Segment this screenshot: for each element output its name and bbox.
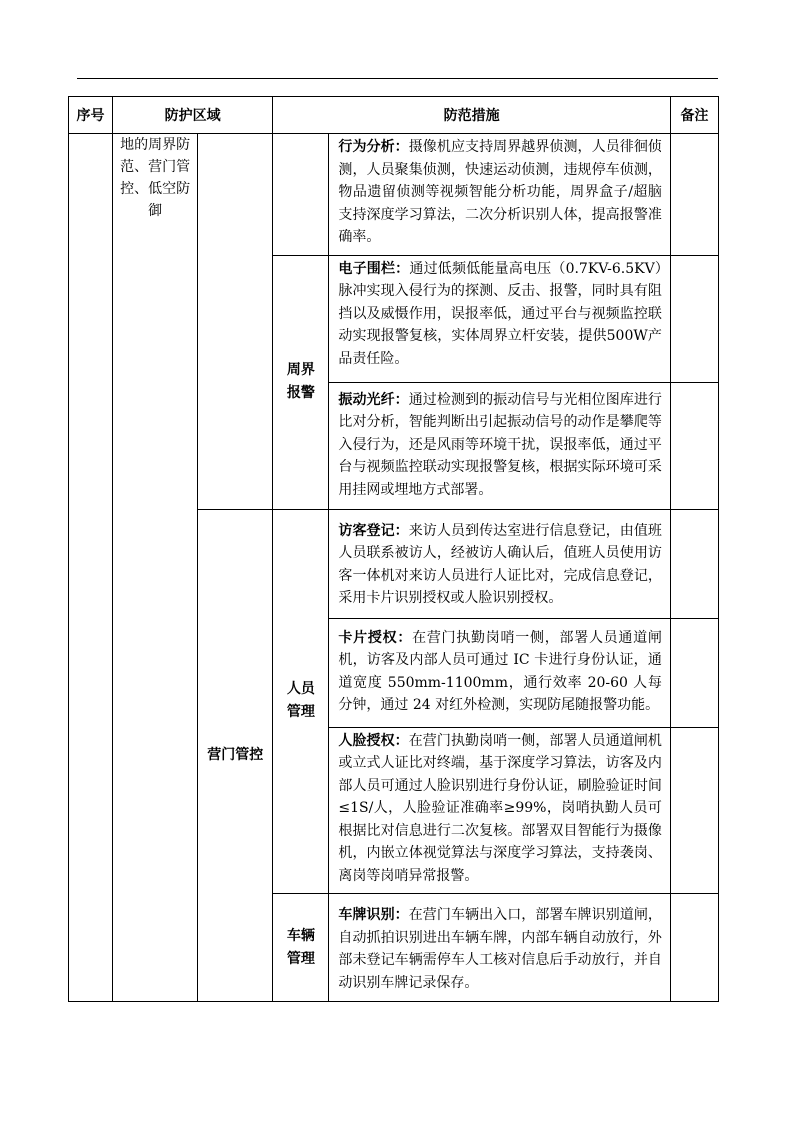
header-area: 防护区域 (113, 97, 273, 134)
header-seq: 序号 (69, 97, 113, 134)
area-continued-text: 地的周界防范、营门管控、低空防御 (120, 137, 191, 219)
measure-title: 振动光纤： (338, 391, 409, 408)
table-row (69, 134, 719, 256)
note-cell (670, 509, 718, 618)
measure-cell (329, 255, 671, 382)
seq-cell (69, 134, 113, 1002)
group-personnel-mgmt: 人员管理 (273, 509, 329, 894)
note-cell (670, 255, 718, 382)
measure-text: 在营门执勤岗哨一侧，部署人员通道闸机，访客及内部人员可通过 IC 卡进行身份认证，通道宽度 550mm-1100mm，通行效率 20-60 人每分钟，通过 24 对红外检测，实现防尾随报警功能。 (338, 629, 662, 713)
measure-title: 卡片授权： (338, 629, 413, 646)
measure-cell (329, 894, 671, 1002)
measure-text: 来访人员到传达室进行信息登记，由值班人员联系被访人，经被访人确认后，值班人员使用访客一体机对来访人员进行人证比对，完成信息登记，采用卡片识别授权或人脸识别授权。 (338, 522, 662, 606)
note-cell (670, 618, 718, 727)
measure-text: 在营门执勤岗哨一侧，部署人员通道闸机或立式人证比对终端，基于深度学习算法，访客及内部人员可通过人脸识别进行身份认证，刷脸验证时间≤1S/人，人脸验证准确率≥99%，岗哨执勤人员可根据比对信息进行二次复核。部署双目智能行为摄像机，内嵌立体视觉算法与深度学习算法，支持袭岗、离岗等岗哨异常报警。 (338, 732, 662, 884)
header-measures: 防范措施 (273, 97, 671, 134)
measure-text: 摄像机应支持周界越界侦测，人员徘徊侦测，人员聚集侦测，快速运动侦测，违规停车侦测，物品遗留侦测等视频智能分析功能，周界盒子/超脑支持深度学习算法，二次分析识别人体，提高报警准确率。 (338, 139, 662, 245)
measure-title: 行为分析： (338, 139, 409, 155)
measure-cell (329, 134, 671, 256)
area-cell (113, 134, 198, 1002)
measure-cell (329, 727, 671, 894)
measure-text: 通过检测到的振动信号与光相位图库进行比对分析，智能判断出引起振动信号的动作是攀爬等入侵行为，还是风雨等环境干扰，误报率低，通过平台与视频监控联动实现报警复核，根据实际环境可采用挂网或埋地方式部署。 (338, 391, 662, 498)
note-cell (670, 894, 718, 1002)
measure-cell (329, 618, 671, 727)
group-cell-empty (273, 134, 329, 256)
area-sub-cell (198, 134, 273, 510)
measure-cell (329, 382, 671, 509)
note-cell (670, 727, 718, 894)
measure-title: 车牌识别： (338, 907, 409, 923)
header-rule (77, 78, 718, 79)
group-perimeter-alarm: 周界报警 (273, 255, 329, 509)
header-note: 备注 (670, 97, 718, 134)
measure-title: 人脸授权： (338, 732, 409, 749)
note-cell (670, 382, 718, 509)
measure-text: 通过低频低能量高电压（0.7KV-6.5KV）脉冲实现入侵行为的探测、反击、报警，同时具有阻挡以及威慑作用，误报率低，通过平台与视频监控联动实现报警复核，实体周界立杆安装，提供500W产品责任险。 (338, 260, 662, 367)
measure-cell (329, 509, 671, 618)
group-gate-control: 营门管控 (198, 509, 273, 1002)
note-cell (670, 134, 718, 256)
measure-title: 访客登记： (338, 522, 409, 539)
table-header-row (69, 97, 719, 134)
security-measures-table (68, 96, 719, 1002)
measure-title: 电子围栏： (338, 260, 410, 277)
measure-text: 在营门车辆出入口，部署车牌识别道闸，自动抓拍识别进出车辆车牌，内部车辆自动放行，外部未登记车辆需停车人工核对信息后手动放行，并自动识别车牌记录保存。 (338, 907, 662, 991)
group-vehicle-mgmt: 车辆管理 (273, 894, 329, 1002)
